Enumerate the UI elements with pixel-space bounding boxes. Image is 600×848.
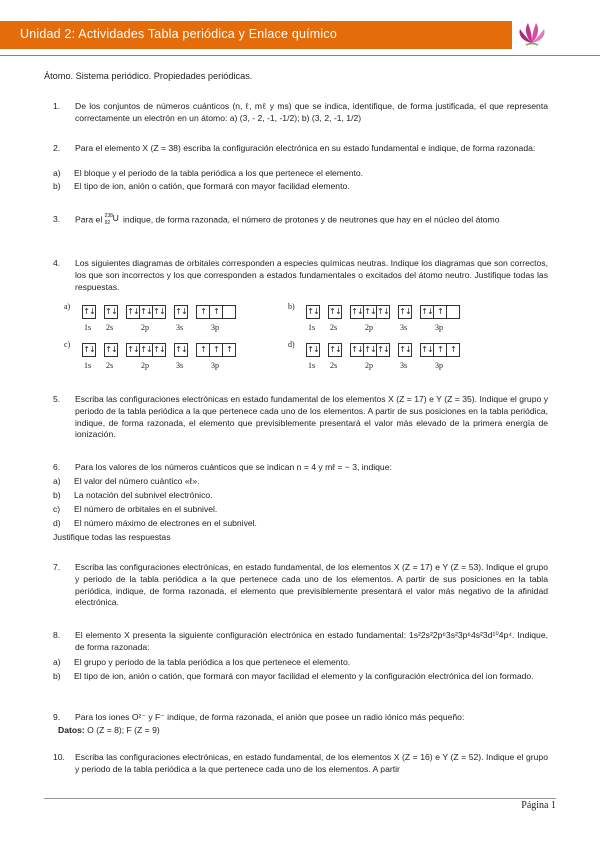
orbital-box: ↑ <box>196 305 210 319</box>
page-header <box>0 13 600 55</box>
subshell-label: 3p <box>435 323 443 332</box>
subshell-label: 2s <box>106 323 114 332</box>
orbital-box: ↑↓ <box>126 305 140 319</box>
item-text: El número de orbitales en el subnivel. <box>74 504 218 514</box>
orbital-box: ↑↓ <box>363 305 377 319</box>
question-6-footer: Justifique todas las respuestas <box>53 532 171 542</box>
question-number: 7. <box>53 562 61 572</box>
question-text-end: indique, de forma razonada, el número de protones y de neutrones que hay en el núcleo del átomo <box>123 214 500 225</box>
question-text: Para el elemento X (Z = 38) escriba la configuración electrónica en su estado fundamental e indique, de forma razonada: <box>75 143 536 153</box>
isotope-symbol: U <box>112 213 119 223</box>
item-text: El bloque y el periodo de la tabla periódica a los que pertenece el elemento. <box>74 168 364 178</box>
orbital-box: ↑ <box>209 343 223 357</box>
item-text: La notación del subnivel electrónico. <box>74 490 213 500</box>
question-text: El elemento X presenta la siguiente configuración electrónica en estado fundamental: 1s²2s²2p⁶3s²3p⁶4s²3d¹⁰4p⁴. Indique, de forma razonada: <box>75 630 548 652</box>
subshell-label: 1s <box>84 323 92 332</box>
orbital-box: ↑↓ <box>398 343 412 357</box>
data-values: O (Z = 8); F (Z = 9) <box>87 725 160 735</box>
question-text: Para los iones O²⁻ y F⁻ indique, de forma razonada, el anión que posee un radio iónico más pequeño: <box>75 712 465 722</box>
subshell-label: 2s <box>330 323 338 332</box>
subshell-label: 3s <box>400 323 408 332</box>
data-label: Datos: <box>58 725 85 735</box>
subshell-label: 2p <box>141 323 149 332</box>
orbital-box: ↑↓ <box>420 343 434 357</box>
subshell-label: 3p <box>211 361 219 370</box>
item-text: El valor del número cuántico «ℓ». <box>74 476 200 486</box>
orbital-box: ↑↓ <box>376 305 390 319</box>
subshell-label: 2s <box>330 361 338 370</box>
question-number: 4. <box>53 258 61 268</box>
section-title: Átomo. Sistema periódico. Propiedades periódicas. <box>44 71 253 81</box>
orbital-box: ↑ <box>446 343 460 357</box>
question-number: 3. <box>53 214 61 224</box>
orbital-box: ↑↓ <box>350 343 364 357</box>
subshell-label: 3s <box>176 361 184 370</box>
diagram-label: b) <box>288 302 295 311</box>
question-text: Para los valores de los números cuánticos que se indican n = 4 y mℓ = − 3, indique: <box>75 462 392 472</box>
orbital-box: ↑ <box>209 305 223 319</box>
subshell-label: 1s <box>84 361 92 370</box>
question-number: 8. <box>53 630 61 640</box>
flower-logo-icon <box>512 13 552 55</box>
orbital-box: ↑↓ <box>104 305 118 319</box>
question-number: 2. <box>53 143 61 153</box>
orbital-box: ↑↓ <box>420 305 434 319</box>
orbital-box: ↑ <box>433 305 447 319</box>
question-text: Escriba las configuraciones electrónicas, en estado fundamental, de los elementos X (Z = 17) e Y (Z = 53). Indique el grupo y periodo de la tabla periódica a la que pertenece cada uno de los elementos. A partir de sus posiciones en la tabla periódica, indique, de forma razonada, el elemento que previsiblemente presentará el valor más negativo de la afinidad electrónica. <box>75 562 548 608</box>
diagram-label: d) <box>288 340 295 349</box>
diagram-label: a) <box>64 302 71 311</box>
orbital-box: ↑↓ <box>398 305 412 319</box>
question-number: 6. <box>53 462 61 472</box>
orbital-box: ↑↓ <box>328 343 342 357</box>
orbital-box: ↑↓ <box>82 343 96 357</box>
item-text: El número máximo de electrones en el subnivel. <box>74 518 257 528</box>
orbital-box: ↑↓ <box>174 305 188 319</box>
subshell-label: 2p <box>365 323 373 332</box>
orbital-box: ↑ <box>433 343 447 357</box>
orbital-box: ↑↓ <box>174 343 188 357</box>
orbital-box: ↑↓ <box>306 305 320 319</box>
item-letter: a) <box>53 168 61 178</box>
orbital-box: ↑↓ <box>82 305 96 319</box>
orbital-box: ↑↓ <box>139 343 153 357</box>
question-text-start: Para el <box>75 214 103 225</box>
subshell-label: 3s <box>400 361 408 370</box>
isotope-notation <box>105 214 121 226</box>
orbital-box <box>222 305 236 319</box>
question-number: 10. <box>53 752 65 762</box>
item-letter: b) <box>53 490 61 500</box>
subshell-label: 2p <box>365 361 373 370</box>
subshell-label: 3p <box>435 361 443 370</box>
orbital-box: ↑ <box>196 343 210 357</box>
item-letter: b) <box>53 671 61 681</box>
page-number: Página 1 <box>521 800 556 811</box>
subshell-label: 3s <box>176 323 184 332</box>
orbital-box: ↑↓ <box>328 305 342 319</box>
orbital-box: ↑ <box>222 343 236 357</box>
item-text: El tipo de ion, anión o catión, que formará con mayor facilidad elemento. <box>74 181 350 191</box>
item-letter: a) <box>53 657 61 667</box>
orbital-box: ↑↓ <box>350 305 364 319</box>
orbital-box: ↑↓ <box>152 305 166 319</box>
orbital-box: ↑↓ <box>363 343 377 357</box>
isotope-atomic-number: 92 <box>104 220 111 226</box>
item-text: El tipo de ion, anión o catión, que formará con mayor facilidad el elemento y la configuración electrónica del ion formado. <box>74 671 534 681</box>
question-text: Escriba las configuraciones electrónicas en estado fundamental de los elementos X (Z = 17) e Y (Z = 35). Indique el grupo y periodo de la tabla periódica a la que pertenece cada uno de los elementos. A partir de sus posiciones en la tabla periódica, indique, de forma razonada, el elemento que previsiblemente presentará el valor más elevado de la primera energía de ionización. <box>75 394 548 440</box>
orbital-box: ↑↓ <box>376 343 390 357</box>
orbital-box: ↑↓ <box>139 305 153 319</box>
header-rule <box>0 55 600 56</box>
item-letter: c) <box>53 504 61 514</box>
isotope-mass-number: 238 <box>104 213 113 219</box>
item-letter: a) <box>53 476 61 486</box>
question-text: Escriba las configuraciones electrónicas, en estado fundamental, de los elementos X (Z = 16) e Y (Z = 52). Indique el grupo y periodo de la tabla periódica a la que pertenece cada uno de los elementos. A partir <box>75 752 548 774</box>
subshell-label: 1s <box>308 361 316 370</box>
subshell-label: 3p <box>211 323 219 332</box>
item-letter: d) <box>53 518 61 528</box>
question-text <box>75 214 548 226</box>
orbital-box <box>446 305 460 319</box>
orbital-box: ↑↓ <box>152 343 166 357</box>
subshell-label: 2s <box>106 361 114 370</box>
subshell-label: 2p <box>141 361 149 370</box>
item-letter: b) <box>53 181 61 191</box>
question-text: Los siguientes diagramas de orbitales corresponden a especies químicas neutras. Indique los diagramas que son correctos, los que son incorrectos y los que corresponden a estados fundamentales o excitados del átomo neutro. Justifique todas las respuestas. <box>75 258 548 292</box>
footer-rule <box>44 798 556 799</box>
document-title: Unidad 2: Actividades Tabla periódica y Enlace químico <box>20 27 338 41</box>
question-text: De los conjuntos de números cuánticos (n, ℓ, mℓ y ms) que se indica, identifique, de forma justificada, el que representa correctamente un electrón en un átomo: a) (3, - 2, -1, -1/2); b) (3, 2, -1, 1/2) <box>75 101 548 123</box>
subshell-label: 1s <box>308 323 316 332</box>
item-text: El grupo y periodo de la tabla periódica a los que pertenece el elemento. <box>74 657 351 667</box>
question-number: 5. <box>53 394 61 404</box>
diagram-label: c) <box>64 340 71 349</box>
orbital-box: ↑↓ <box>104 343 118 357</box>
orbital-box: ↑↓ <box>126 343 140 357</box>
question-number: 9. <box>53 712 61 722</box>
orbital-box: ↑↓ <box>306 343 320 357</box>
question-9-data <box>58 725 160 737</box>
question-number: 1. <box>53 101 61 111</box>
